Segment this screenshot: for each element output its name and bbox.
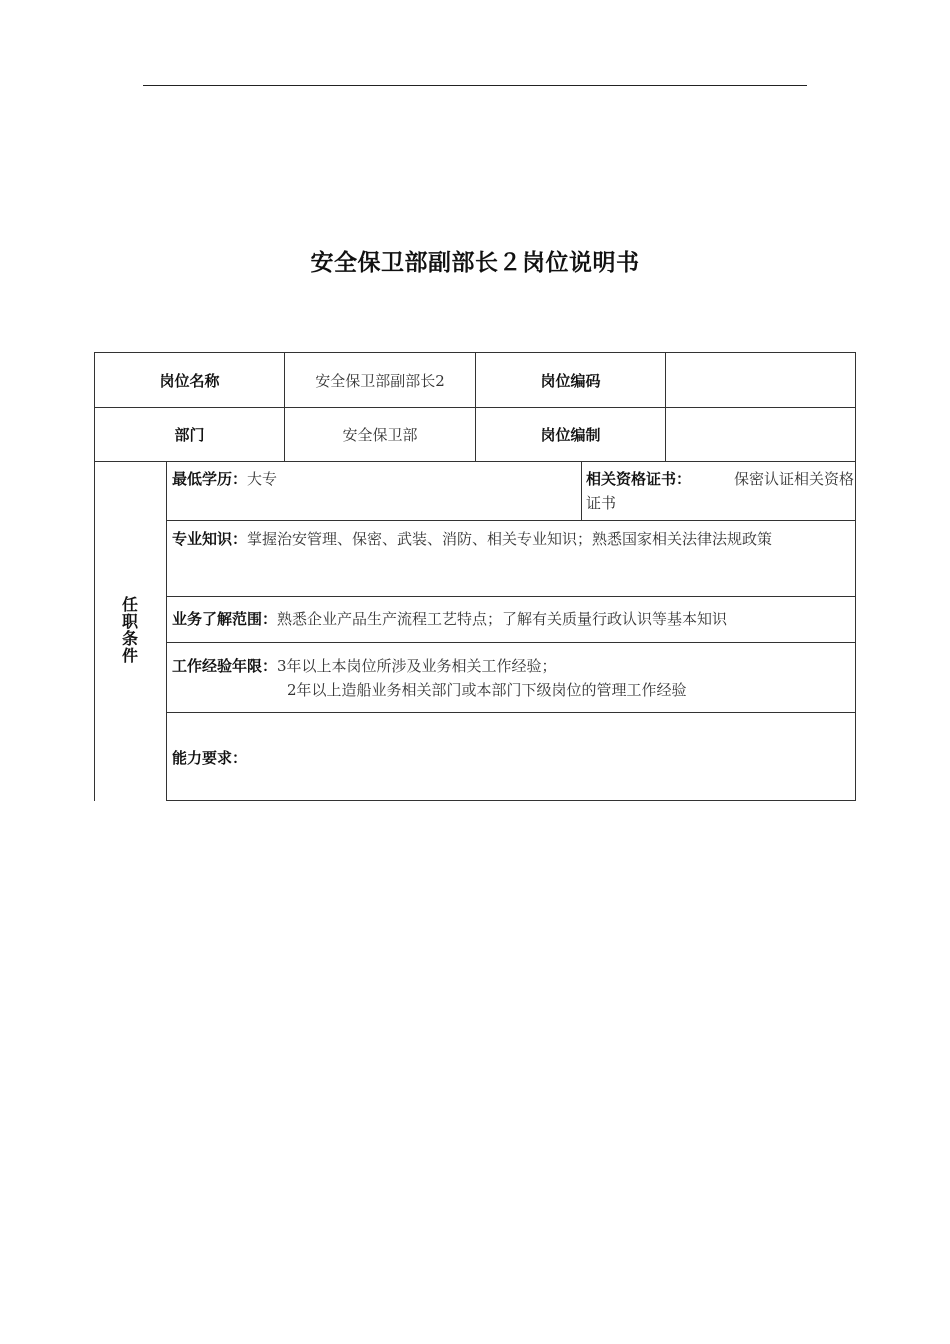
document-title: 安全保卫部副部长２岗位说明书 xyxy=(310,250,640,276)
business-value: 熟悉企业产品生产流程工艺特点；了解有关质量行政认识等基本知识 xyxy=(277,610,728,628)
experience-line1: 3年以上本岗位所涉及业务相关工作经验； xyxy=(277,657,557,675)
certificate-label: 相关资格证书： xyxy=(586,470,692,488)
knowledge-row xyxy=(172,527,852,551)
department-value: 安全保卫部 xyxy=(342,426,418,444)
post-quota-label: 岗位编制 xyxy=(540,426,601,444)
header-rule xyxy=(143,85,807,86)
certificate-value-line2: 证书 xyxy=(586,494,617,512)
ability-row xyxy=(172,746,852,770)
education-value: 大专 xyxy=(247,470,278,488)
section-char: 条 xyxy=(121,629,138,648)
knowledge-label: 专业知识： xyxy=(172,530,248,548)
ability-label: 能力要求： xyxy=(172,749,248,767)
experience-label: 工作经验年限： xyxy=(172,657,278,675)
education-row xyxy=(172,467,577,491)
post-name-value: 安全保卫部副部长2 xyxy=(315,371,445,390)
knowledge-value: 掌握治安管理、保密、武装、消防、相关专业知识；熟悉国家相关法律法规政策 xyxy=(247,530,773,548)
certificate-row xyxy=(586,467,854,515)
requirements-section-label xyxy=(118,596,142,664)
section-char: 任 xyxy=(121,595,138,614)
certificate-value-line1: 保密认证相关资格 xyxy=(733,470,854,488)
section-char: 件 xyxy=(121,646,138,665)
business-row xyxy=(172,607,852,631)
education-label: 最低学历： xyxy=(172,470,248,488)
section-char: 职 xyxy=(121,612,138,631)
post-code-label: 岗位编码 xyxy=(540,371,601,390)
department-label: 部门 xyxy=(174,426,205,444)
business-label: 业务了解范围： xyxy=(172,610,278,628)
experience-row xyxy=(172,654,852,702)
post-code-value xyxy=(666,353,855,407)
post-quota-value xyxy=(666,408,855,461)
experience-line2: 2年以上造船业务相关部门或本部门下级岗位的管理工作经验 xyxy=(287,681,687,699)
post-name-label: 岗位名称 xyxy=(159,371,220,390)
